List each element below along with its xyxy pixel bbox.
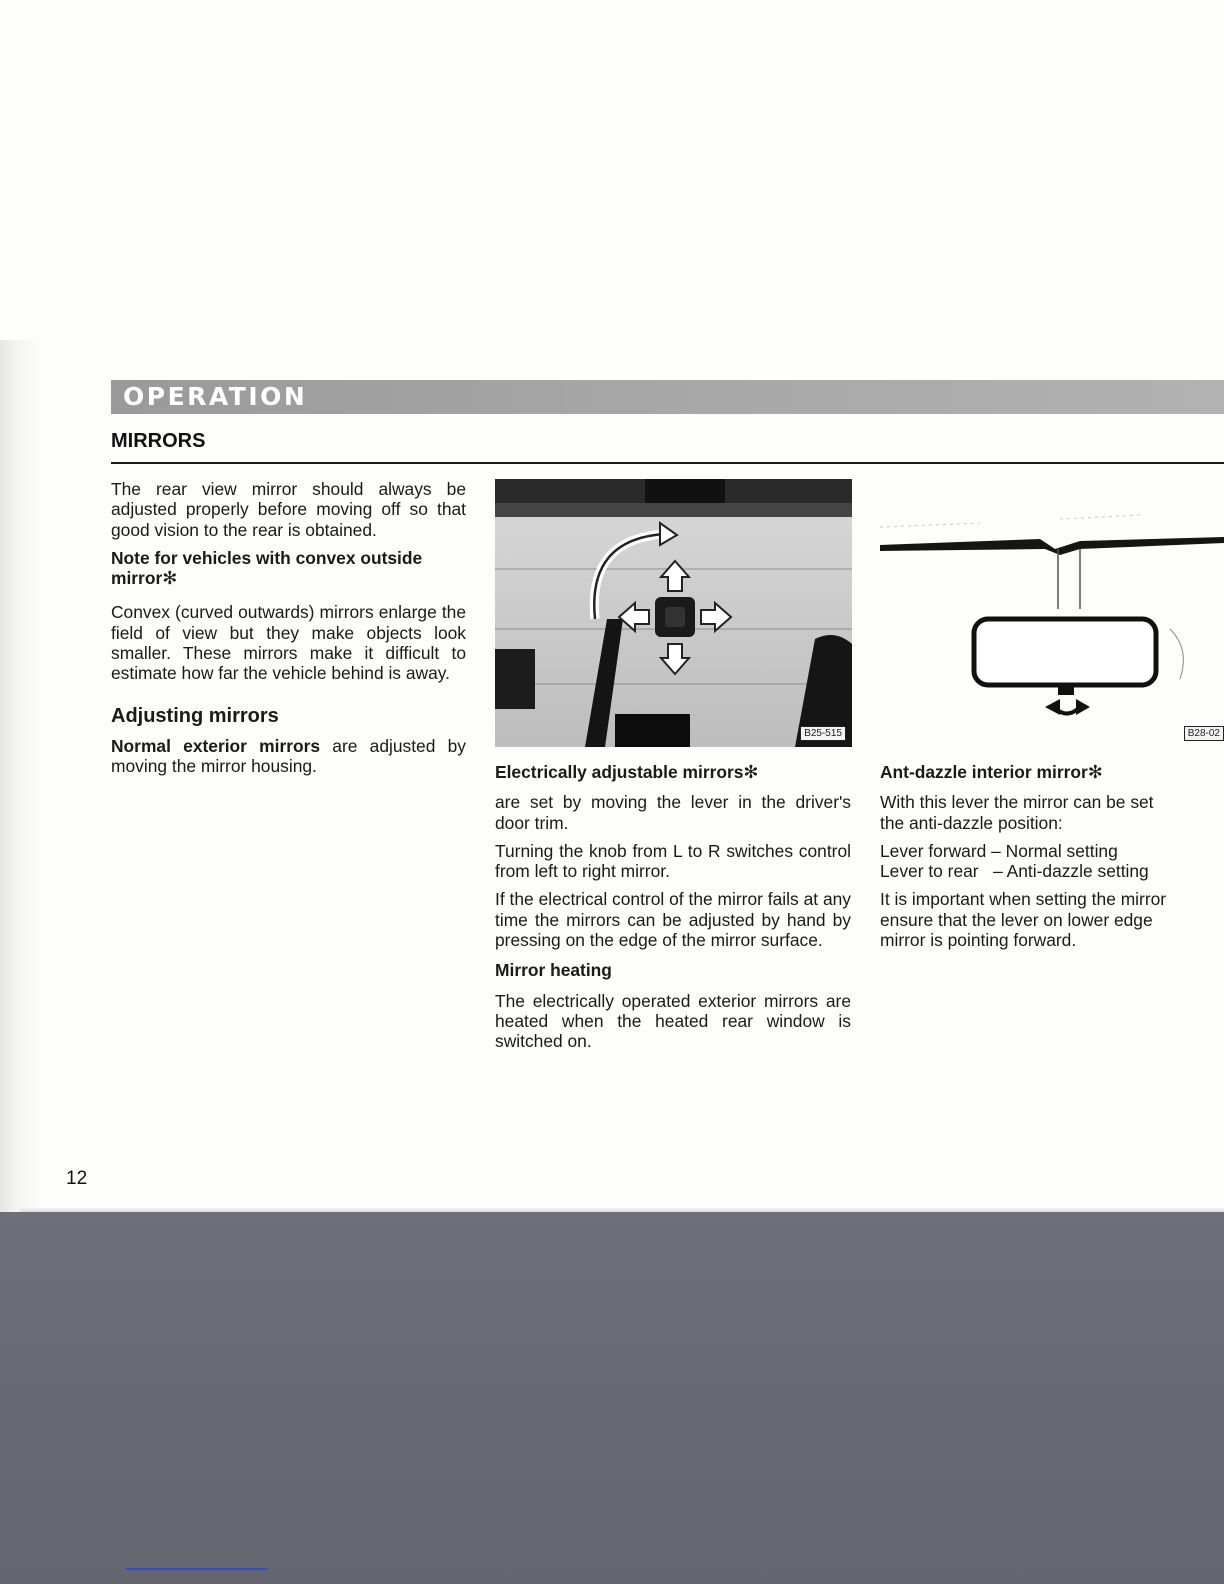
adjusting-heading: Adjusting mirrors [111, 704, 279, 727]
antidazzle-p3-line1: It is important when setting the mirror [880, 889, 1167, 910]
mirror-heating-heading: Mirror heating [495, 960, 612, 981]
page-edge-shadow [0, 340, 40, 1220]
optional-asterisk-icon: ✻ [1087, 762, 1103, 782]
electric-mirrors-heading [495, 762, 851, 782]
lever-forward-text: Lever forward – Normal setting [880, 840, 1118, 861]
antidazzle-p1-line2: the anti-dazzle position: [880, 812, 1063, 833]
normal-mirrors-paragraph [111, 736, 466, 777]
section-title: OPERATION [123, 382, 308, 411]
interior-mirror-illustration [880, 479, 1224, 747]
antidazzle-p1-line1: With this lever the mirror can be set [880, 792, 1154, 813]
electric-p1: are set by moving the lever in the driver's door trim. [495, 792, 851, 833]
door-switch-figure [495, 479, 852, 747]
page-title: MIRRORS [111, 430, 206, 452]
note-heading [111, 548, 466, 589]
normal-mirrors-text: are adjusted by moving the mirror housing. [111, 735, 466, 777]
column-2 [495, 762, 851, 1060]
antidazzle-heading-text: Ant-dazzle interior mirror [880, 762, 1088, 782]
electric-p2: Turning the knob from L to R switches control from left to right mirror. [495, 840, 851, 882]
optional-asterisk-icon: ✻ [743, 762, 759, 782]
lever-settings [880, 841, 1224, 882]
antidazzle-p3 [880, 889, 1224, 950]
page-number: 12 [66, 1168, 88, 1189]
note-heading-text: Note for vehicles with convex outside mirror [111, 547, 423, 589]
blue-line-artifact [126, 1568, 268, 1570]
mirror-heating-paragraph: The electrically operated exterior mirrors are heated when the heated rear window is switched on. [495, 990, 851, 1052]
interior-mirror-figure [880, 479, 1224, 747]
title-rule [111, 462, 1224, 464]
optional-asterisk-icon: ✻ [162, 568, 178, 589]
lever-rear-text: Lever to rear – Anti-dazzle setting [880, 861, 1149, 882]
scanner-background [0, 1212, 1224, 1584]
antidazzle-heading [880, 762, 1224, 782]
figure-code-1: B25-515 [800, 726, 846, 741]
convex-paragraph: Convex (curved outwards) mirrors enlarge the field of view but they make objects look smaller. These mirrors make it difficult to estimate how far the vehicle behind is away. [111, 602, 466, 684]
electric-mirrors-heading-text: Electrically adjustable mirrors [495, 762, 744, 782]
door-switch-illustration [495, 479, 852, 747]
column-1 [111, 479, 466, 785]
electric-p3: If the electrical control of the mirror fails at any time the mirrors can be adjusted by hand by pressing on the edge of the mirror surface. [495, 889, 851, 951]
intro-paragraph: The rear view mirror should always be adjusted properly before moving off so that good vision to the rear is obtained. [111, 479, 466, 540]
antidazzle-p3-line2: ensure that the lever on lower edge [880, 909, 1153, 930]
antidazzle-p3-line3: mirror is pointing forward. [880, 930, 1077, 951]
antidazzle-p1 [880, 792, 1224, 833]
section-bar [111, 380, 1224, 414]
figure-code-2: B28-02 [1184, 726, 1224, 741]
normal-mirrors-bold: Normal exterior mirrors [111, 735, 321, 756]
column-3 [880, 762, 1224, 958]
